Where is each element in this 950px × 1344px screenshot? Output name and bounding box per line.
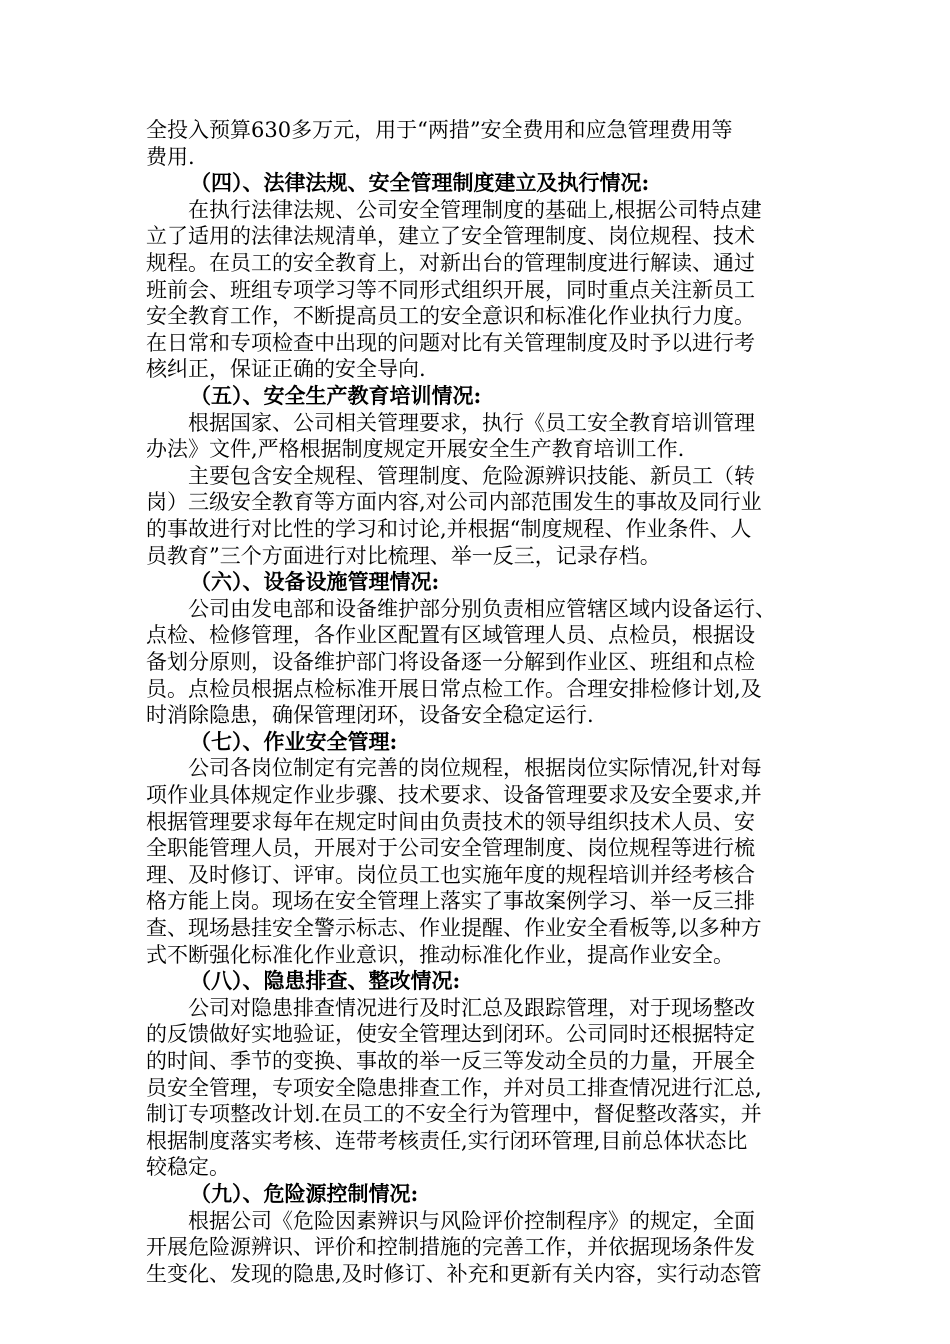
text-line: 根据国家、公司相关管理要求，执行《员工安全教育培训管理 — [188, 410, 755, 435]
section-heading: （六）、设备设施管理情况: — [190, 569, 440, 595]
text-line: 员。点检员根据点检标准开展日常点检工作。合理安排检修计划,及 — [146, 676, 762, 701]
text-line: 公司对隐患排查情况进行及时汇总及跟踪管理，对于现场整改 — [188, 995, 755, 1020]
section-heading: （八）、隐患排查、整改情况: — [190, 968, 461, 994]
text-line: 制订专项整改计划.在员工的不安全行为管理中，督促整改落实，并 — [146, 1102, 762, 1127]
section-heading: （四）、法律法规、安全管理制度建立及执行情况: — [190, 170, 650, 196]
text-line: 在执行法律法规、公司安全管理制度的基础上,根据公司特点建 — [188, 197, 762, 222]
text-line: 项作业具体规定作业步骤、技术要求、设备管理要求及安全要求,并 — [146, 783, 762, 807]
text-line: 公司各岗位制定有完善的岗位规程，根据岗位实际情况,针对每 — [188, 756, 762, 781]
text-line: 的事故进行对比性的学习和讨论,并根据“制度规程、作业条件、人 — [146, 517, 752, 541]
text-line: 根据公司《危险因素辨识与风险评价控制程序》的规定，全面 — [188, 1208, 755, 1233]
text-line: 查、现场悬挂安全警示标志、作业提醒、作业安全看板等,以多种方 — [146, 916, 762, 940]
text-line: 式不断强化标准化作业意识，推动标准化作业，提高作业安全。 — [146, 942, 734, 967]
text-line: 规程。在员工的安全教育上，对新出台的管理制度进行解读、通过 — [146, 251, 755, 275]
text-line: 根据管理要求每年在规定时间由负责技术的领导组织技术人员、安 — [146, 809, 755, 834]
section-heading: （七）、作业安全管理: — [190, 728, 398, 754]
text-line: 点检、检修管理，各作业区配置有区域管理人员、点检员，根据设 — [146, 623, 755, 648]
text-line: 较稳定。 — [146, 1155, 230, 1180]
text-line: 主要包含安全规程、管理制度、危险源辨识技能、新员工（转 — [188, 463, 755, 488]
text-line: 全投入预算630多万元，用于“两措”安全费用和应急管理费用等 — [146, 118, 733, 142]
text-line: 格方能上岗。现场在安全管理上落实了事故案例学习、举一反三排 — [146, 889, 755, 914]
text-line: 核纠正，保证正确的安全导向. — [146, 357, 426, 382]
text-line: 立了适用的法律法规清单，建立了安全管理制度、岗位规程、技术 — [146, 224, 755, 249]
text-line: 的时间、季节的变换、事故的举一反三等发动全员的力量，开展全 — [146, 1049, 755, 1073]
text-line: 公司由发电部和设备维护部分别负责相应管辖区域内设备运行、 — [188, 596, 776, 621]
text-line: 员安全管理，专项安全隐患排查工作，并对员工排查情况进行汇总, — [146, 1075, 762, 1100]
text-line: 安全教育工作，不断提高员工的安全意识和标准化作业执行力度。 — [146, 304, 755, 329]
section-heading: （九）、危险源控制情况: — [190, 1181, 419, 1206]
text-line: 根据制度落实考核、连带考核责任,实行闭环管理,目前总体状态比 — [146, 1128, 748, 1153]
text-line: 全职能管理人员，开展对于公司安全管理制度、岗位规程等进行梳 — [146, 836, 755, 861]
text-line: 在日常和专项检查中出现的问题对比有关管理制度及时予以进行考 — [146, 330, 755, 355]
text-line: 办法》文件,严格根据制度规定开展安全生产教育培训工作. — [146, 437, 685, 462]
text-line: 岗）三级安全教育等方面内容,对公司内部范围发生的事故及同行业 — [146, 490, 762, 515]
text-line: 费用. — [146, 144, 195, 169]
text-line: 生变化、发现的隐患,及时修订、补充和更新有关内容，实行动态管 — [146, 1261, 762, 1286]
text-line: 开展危险源辨识、评价和控制措施的完善工作，并依据现场条件发 — [146, 1235, 755, 1260]
text-line: 员教育”三个方面进行对比梳理、举一反三，记录存档。 — [146, 543, 661, 568]
text-line: 时消除隐患，确保管理闭环，设备安全稳定运行. — [146, 703, 594, 728]
section-heading: （五）、安全生产教育培训情况: — [190, 383, 482, 408]
text-line: 备划分原则，设备维护部门将设备逐一分解到作业区、班组和点检 — [146, 650, 755, 674]
text-line: 的反馈做好实地验证，使安全管理达到闭环。公司同时还根据特定 — [146, 1022, 755, 1047]
text-line: 班前会、班组专项学习等不同形式组织开展，同时重点关注新员工 — [146, 277, 755, 302]
text-line: 理、及时修订、评审。岗位员工也实施年度的规程培训并经考核合 — [146, 862, 755, 887]
